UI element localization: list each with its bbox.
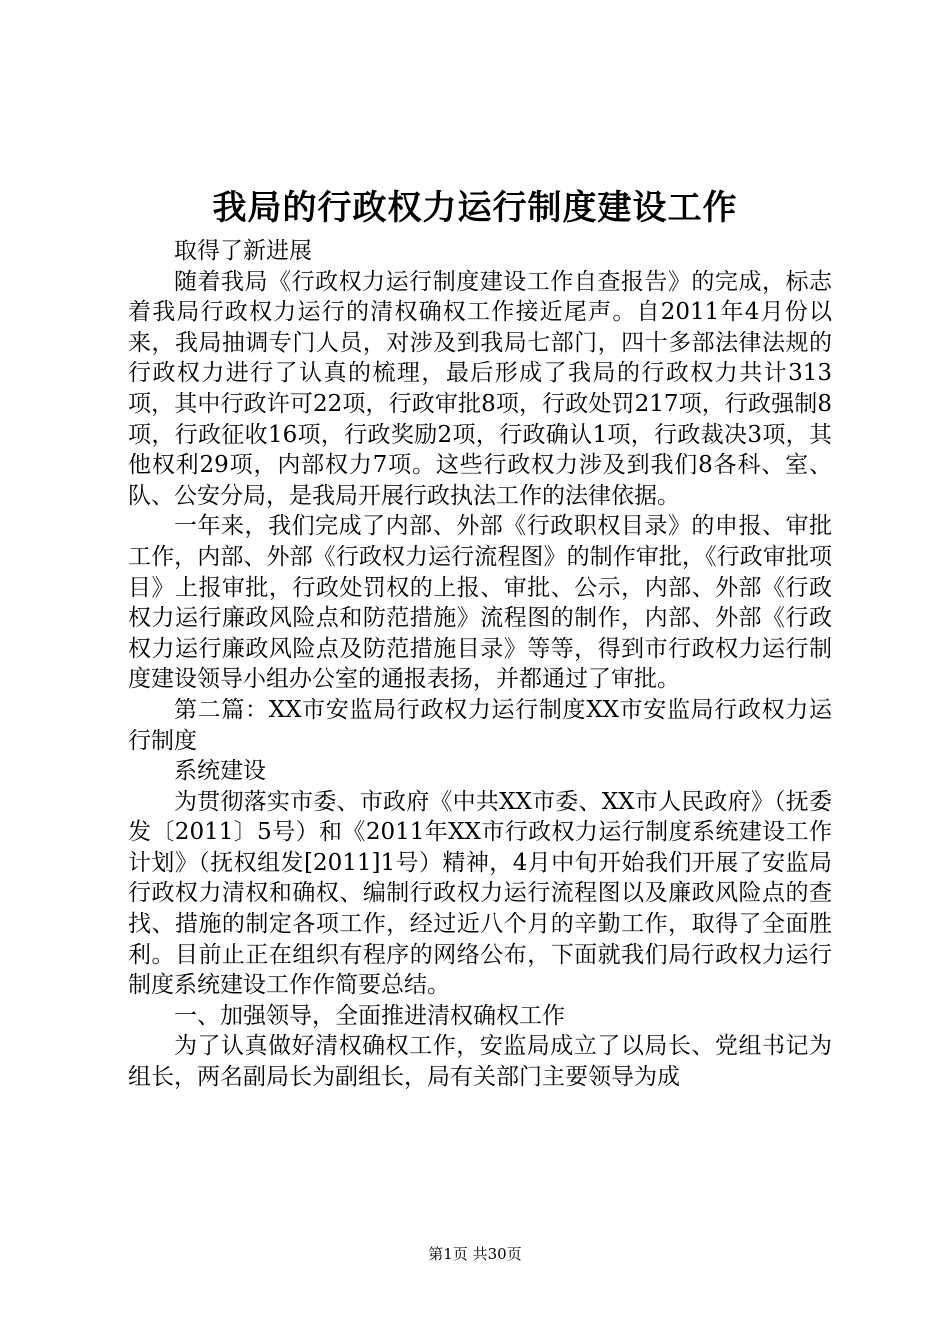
paragraph: 第二篇：XX市安监局行政权力运行制度XX市安监局行政权力运行制度 xyxy=(128,696,832,754)
section-heading: 一、加强领导，全面推进清权确权工作 xyxy=(174,1002,565,1029)
page-footer: 第1页 共30页 xyxy=(428,1245,522,1263)
paragraph: 为了认真做好清权确权工作，安监局成立了以局长、党组书记为组长，两名副局长为副组长，局有关部门主要领导为成 xyxy=(128,1033,832,1091)
paragraph: 系统建设 xyxy=(174,758,266,785)
document-body xyxy=(128,236,832,1093)
paragraph: 随着我局《行政权力运行制度建设工作自查报告》的完成，标志着我局行政权力运行的清权确权工作接近尾声。自2011年4月份以来，我局抽调专门人员，对涉及到我局七部门，四十多部法律法规的行政权力进行了认真的梳理，最后形成了我局的行政权力共计313项，其中行政许可22项，行政审批8项，行政处罚217项，行政强制8项，行政征收16项，行政奖励2项，行政确认1项，行政裁决3项，其他权利29项，内部权力7项。这些行政权力涉及到我们8各科、室、队、公安分局，是我局开展行政执法工作的法律依据。 xyxy=(128,268,832,509)
paragraph: 一年来，我们完成了内部、外部《行政职权目录》的申报、审批工作，内部、外部《行政权力运行流程图》的制作审批，《行政审批项目》上报审批，行政处罚权的上报、审批、公示，内部、外部《行政权力运行廉政风险点和防范措施》流程图的制作，内部、外部《行政权力运行廉政风险点及防范措施目录》等等，得到市行政权力运行制度建设领导小组办公室的通报表扬，并都通过了审批。 xyxy=(128,513,832,693)
paragraph: 取得了新进展 xyxy=(174,238,312,264)
document-title: 我局的行政权力运行制度建设工作 xyxy=(212,188,738,228)
paragraph: 为贯彻落实市委、市政府《中共XX市委、XX市人民政府》（抚委发〔2011〕5号）和《2011年XX市行政权力运行制度系统建设工作计划》（抚权组发[2011]1号）精神，4月中旬开始我们开展了安监局行政权力清权和确权、编制行政权力运行流程图以及廉政风险点的查找、措施的制定各项工作，经过近八个月的辛勤工作，取得了全面胜利。目前止正在组织有程序的网络公布，下面就我们局行政权力运行制度系统建设工作作简要总结。 xyxy=(128,788,832,999)
